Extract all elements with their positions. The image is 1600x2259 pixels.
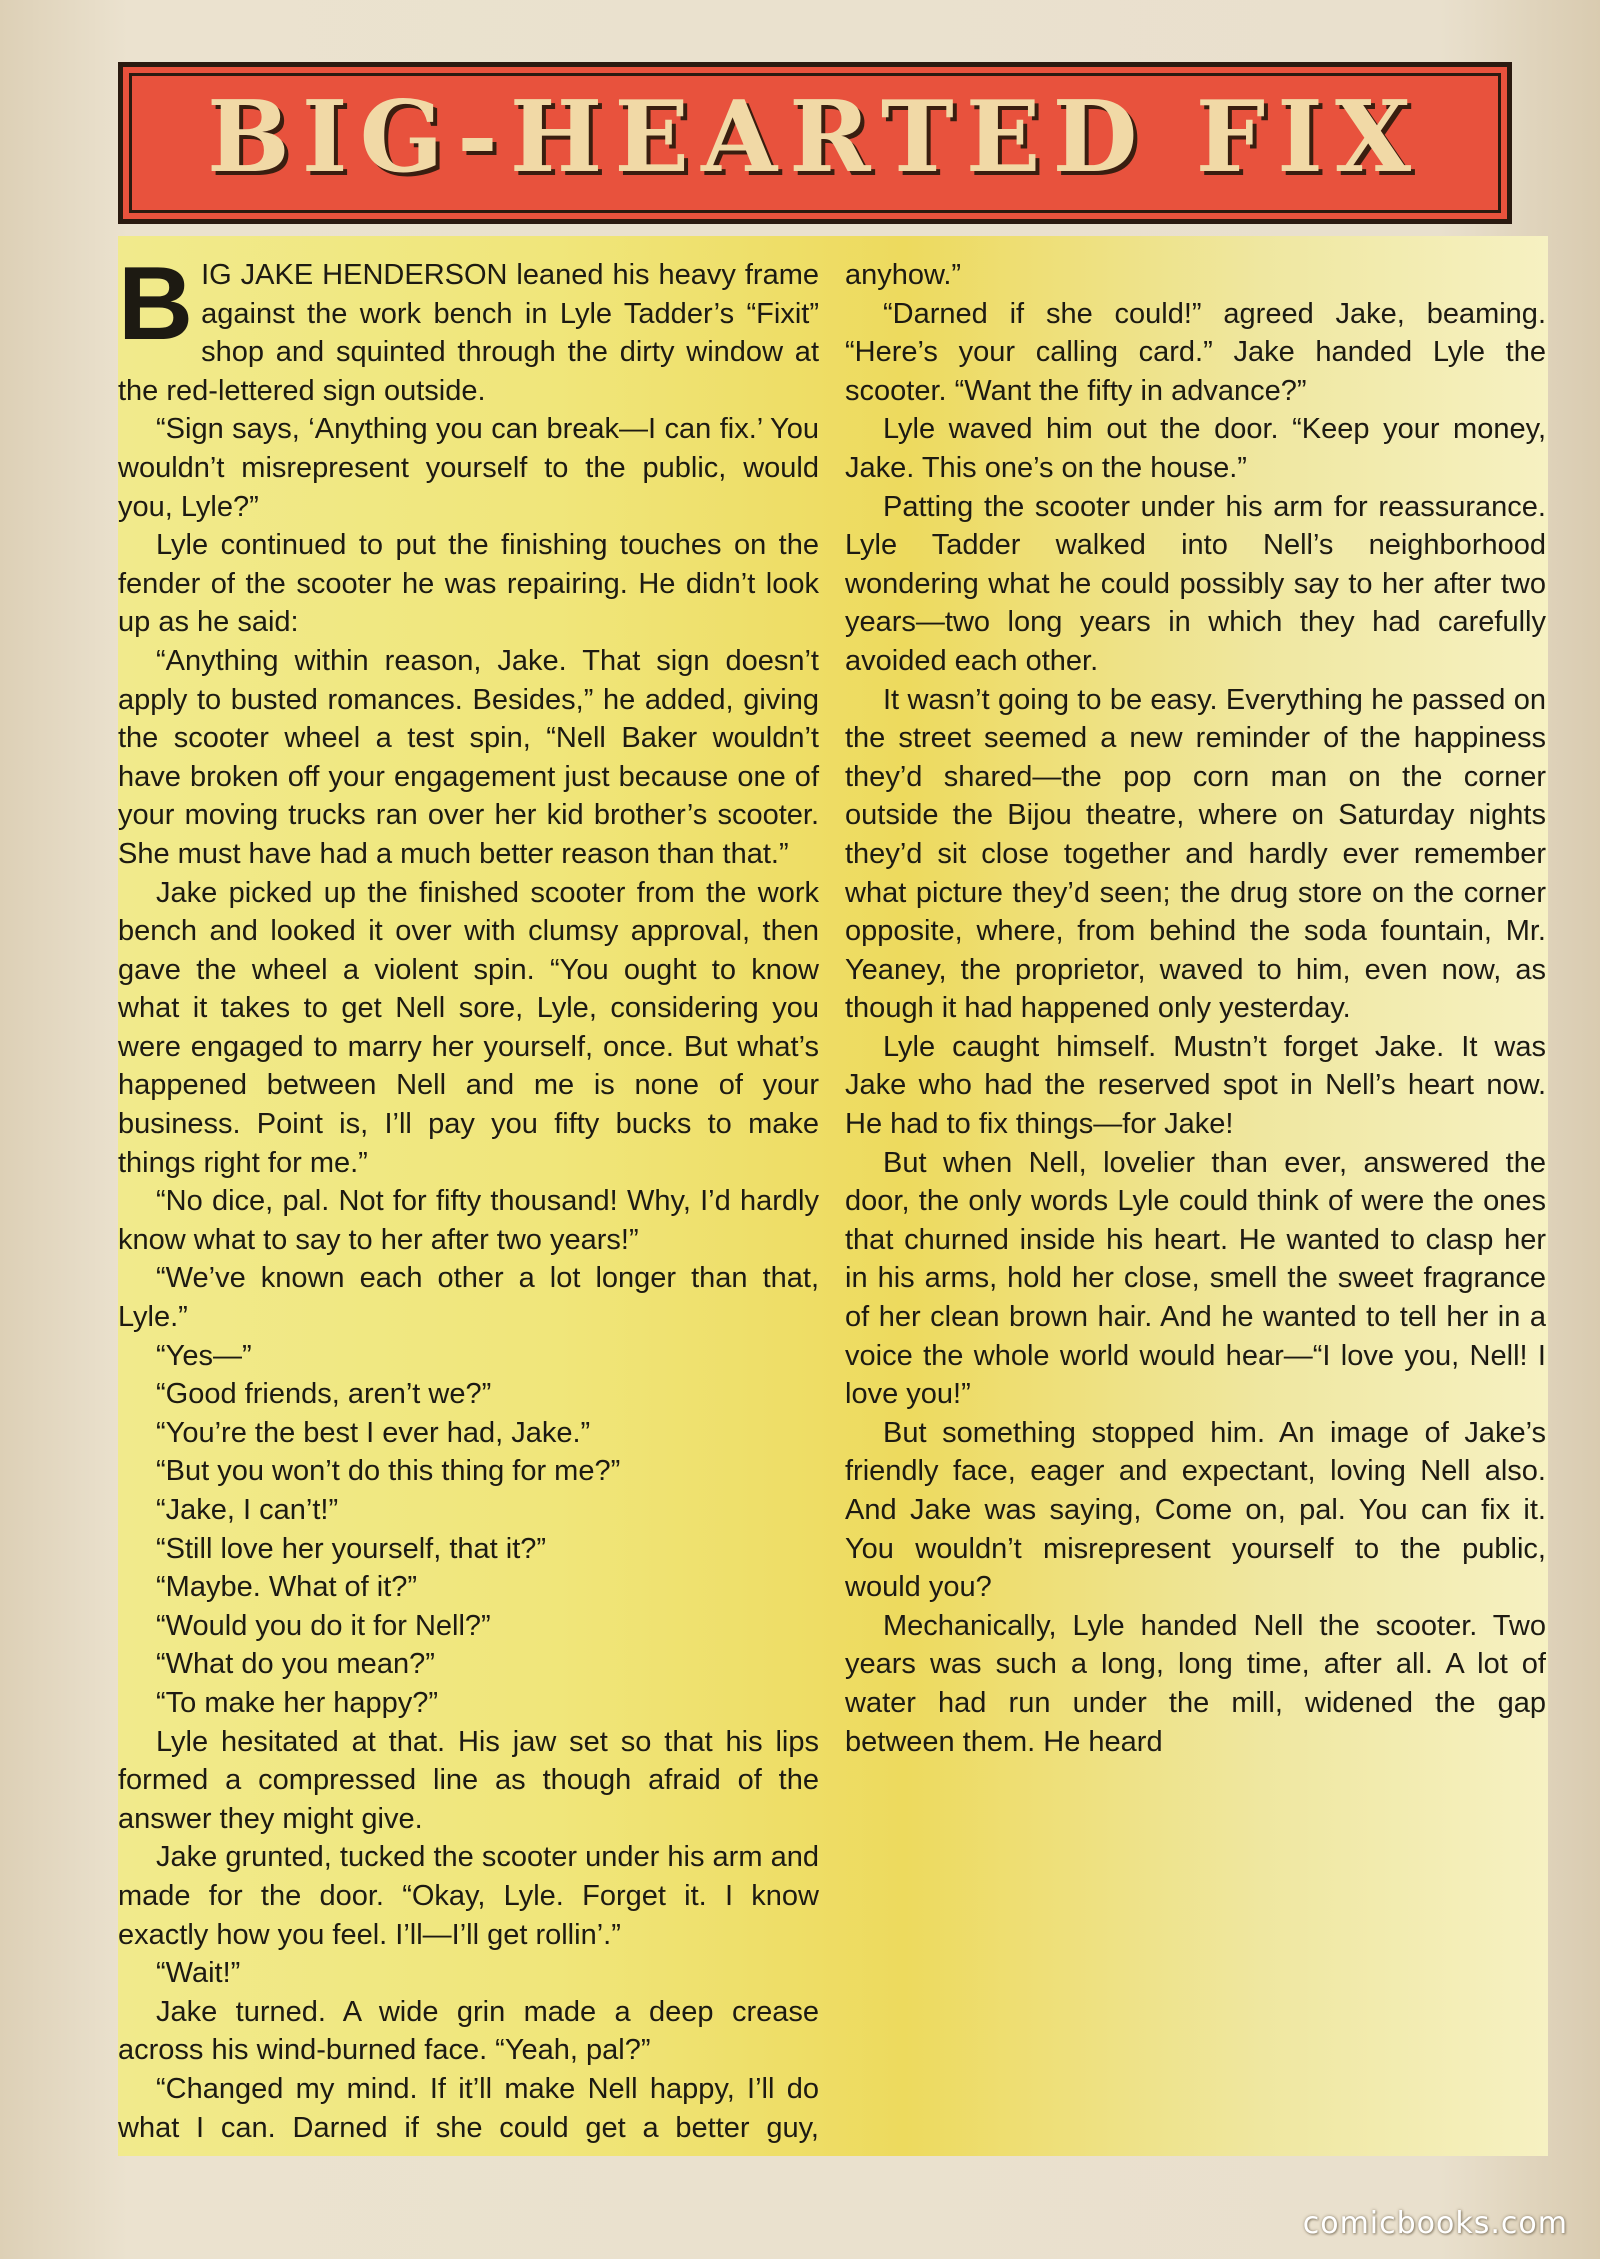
- story-paragraph: “But you won’t do this thing for me?”: [156, 1455, 621, 1488]
- story-text-panel: [118, 236, 1548, 2156]
- story-paragraph: “Yes—”: [156, 1339, 252, 1372]
- story-paragraph: “You’re the best I ever had, Jake.”: [156, 1416, 591, 1449]
- story-paragraph: “What do you mean?”: [156, 1648, 435, 1681]
- story-paragraph-first: [118, 246, 819, 410]
- story-paragraph: “To make her happy?”: [156, 1686, 439, 1719]
- story-paragraph: Lyle caught himself. Mustn’t forget Jake. It was Jake who had the reserved spot in Nell’s heart now. He had to fix things—for Jake!: [845, 1030, 1546, 1141]
- site-watermark: comicbooks.com: [1302, 2206, 1568, 2241]
- story-title: BIG-HEARTED FIX: [206, 80, 1424, 195]
- story-paragraph: Lyle hesitated at that. His jaw set so that his lips formed a compressed line as though afraid of the answer they might give.: [118, 1725, 819, 1835]
- story-paragraph: Jake grunted, tucked the scooter under his arm and made for the door. “Okay, Lyle. Forget it. I know exactly how you feel. I’ll—I’ll get rollin’.”: [118, 1841, 819, 1951]
- story-paragraph: “Anything within reason, Jake. That sign doesn’t apply to busted romances. Besides,” he added, giving the scooter wheel a test spin, “Nell Baker wouldn’t have broken off your engagement just because one of your moving trucks ran over her kid brother’s scooter. She must have had a much better reason than that.”: [118, 644, 819, 870]
- story-paragraph: “Wait!”: [156, 1957, 241, 1990]
- story-paragraph: “Changed my mind. If it’ll make Nell happy, I’ll do what I can. Darned if she could get a better guy, anyhow.”: [118, 259, 962, 2144]
- story-paragraph: Jake picked up the finished scooter from the work bench and looked it over with clumsy approval, then gave the wheel a violent spin. “You ought to know what it takes to get Nell sore, Lyle, considering you were engaged to marry her yourself, once. But what’s happened between Nell and me is none of your business. Point is, I’ll pay you fifty bucks to make things right for me.”: [118, 876, 819, 1179]
- story-paragraph: Patting the scooter under his arm for reassurance. Lyle Tadder walked into Nell’s neighborhood wondering what he could possibly say to her after two years—two long years in which they had carefully avoided each other.: [845, 490, 1546, 677]
- drop-cap: B: [118, 246, 194, 362]
- story-paragraph: It wasn’t going to be easy. Everything he passed on the street seemed a new reminder of the happiness they’d shared—the pop corn man on the corner outside the Bijou theatre, where on Saturday nights they’d sit close together and hardly ever remember what picture they’d seen; the drug store on the corner opposite, where, from behind the soda fountain, Mr. Yeaney, the proprietor, waved to him, even now, as though it had happened only yesterday.: [845, 683, 1546, 1025]
- story-paragraph: “Would you do it for Nell?”: [156, 1609, 491, 1642]
- story-paragraph: But when Nell, lovelier than ever, answered the door, the only words Lyle could think of were the ones that churned inside his heart. He wanted to clasp her in his arms, hold her close, smell the sweet fragrance of her clean brown hair. And he wanted to tell her in a voice the whole world would hear—“I love you, Nell! I love you!”: [845, 1146, 1546, 1411]
- story-paragraph: “Maybe. What of it?”: [156, 1571, 418, 1604]
- title-banner: [118, 62, 1512, 224]
- story-paragraph: “Still love her yourself, that it?”: [156, 1532, 547, 1565]
- story-paragraph: “We’ve known each other a lot longer than that, Lyle.”: [118, 1262, 819, 1334]
- story-paragraph: Mechanically, Lyle handed Nell the scooter. Two years was such a long, long time, after all. A lot of water had run under the mill, widened the gap between them. He heard: [845, 1609, 1546, 1758]
- story-paragraph: “Sign says, ‘Anything you can break—I can fix.’ You wouldn’t misrepresent yourself to the public, would you, Lyle?”: [118, 413, 819, 523]
- story-paragraph: “Jake, I can’t!”: [156, 1494, 339, 1526]
- first-paragraph-text: IG JAKE HENDERSON leaned his heavy frame against the work bench in Lyle Tadder’s “Fixit” shop and squinted through the dirty window at the red-lettered sign outside.: [118, 259, 819, 407]
- story-paragraph: “No dice, pal. Not for fifty thousand! Why, I’d hardly know what to say to her after two years!”: [118, 1185, 819, 1256]
- story-paragraph: Lyle waved him out the door. “Keep your money, Jake. This one’s on the house.”: [845, 413, 1546, 484]
- story-paragraph: “Good friends, aren’t we?”: [156, 1378, 492, 1411]
- story-columns: [118, 246, 1548, 2154]
- story-paragraph: Lyle continued to put the finishing touches on the fender of the scooter he was repairing. He didn’t look up as he said:: [118, 529, 819, 639]
- story-paragraph: “Darned if she could!” agreed Jake, beaming. “Here’s your calling card.” Jake handed Lyle the scooter. “Want the fifty in advance?”: [845, 297, 1546, 407]
- story-paragraph: But something stopped him. An image of Jake’s friendly face, eager and expectant, loving Nell also. And Jake was saying, Come on, pal. You can fix it. You wouldn’t misrepresent yourself to the public, would you?: [845, 1416, 1546, 1604]
- story-paragraph: Jake turned. A wide grin made a deep crease across his wind-burned face. “Yeah, pal?”: [118, 1995, 819, 2067]
